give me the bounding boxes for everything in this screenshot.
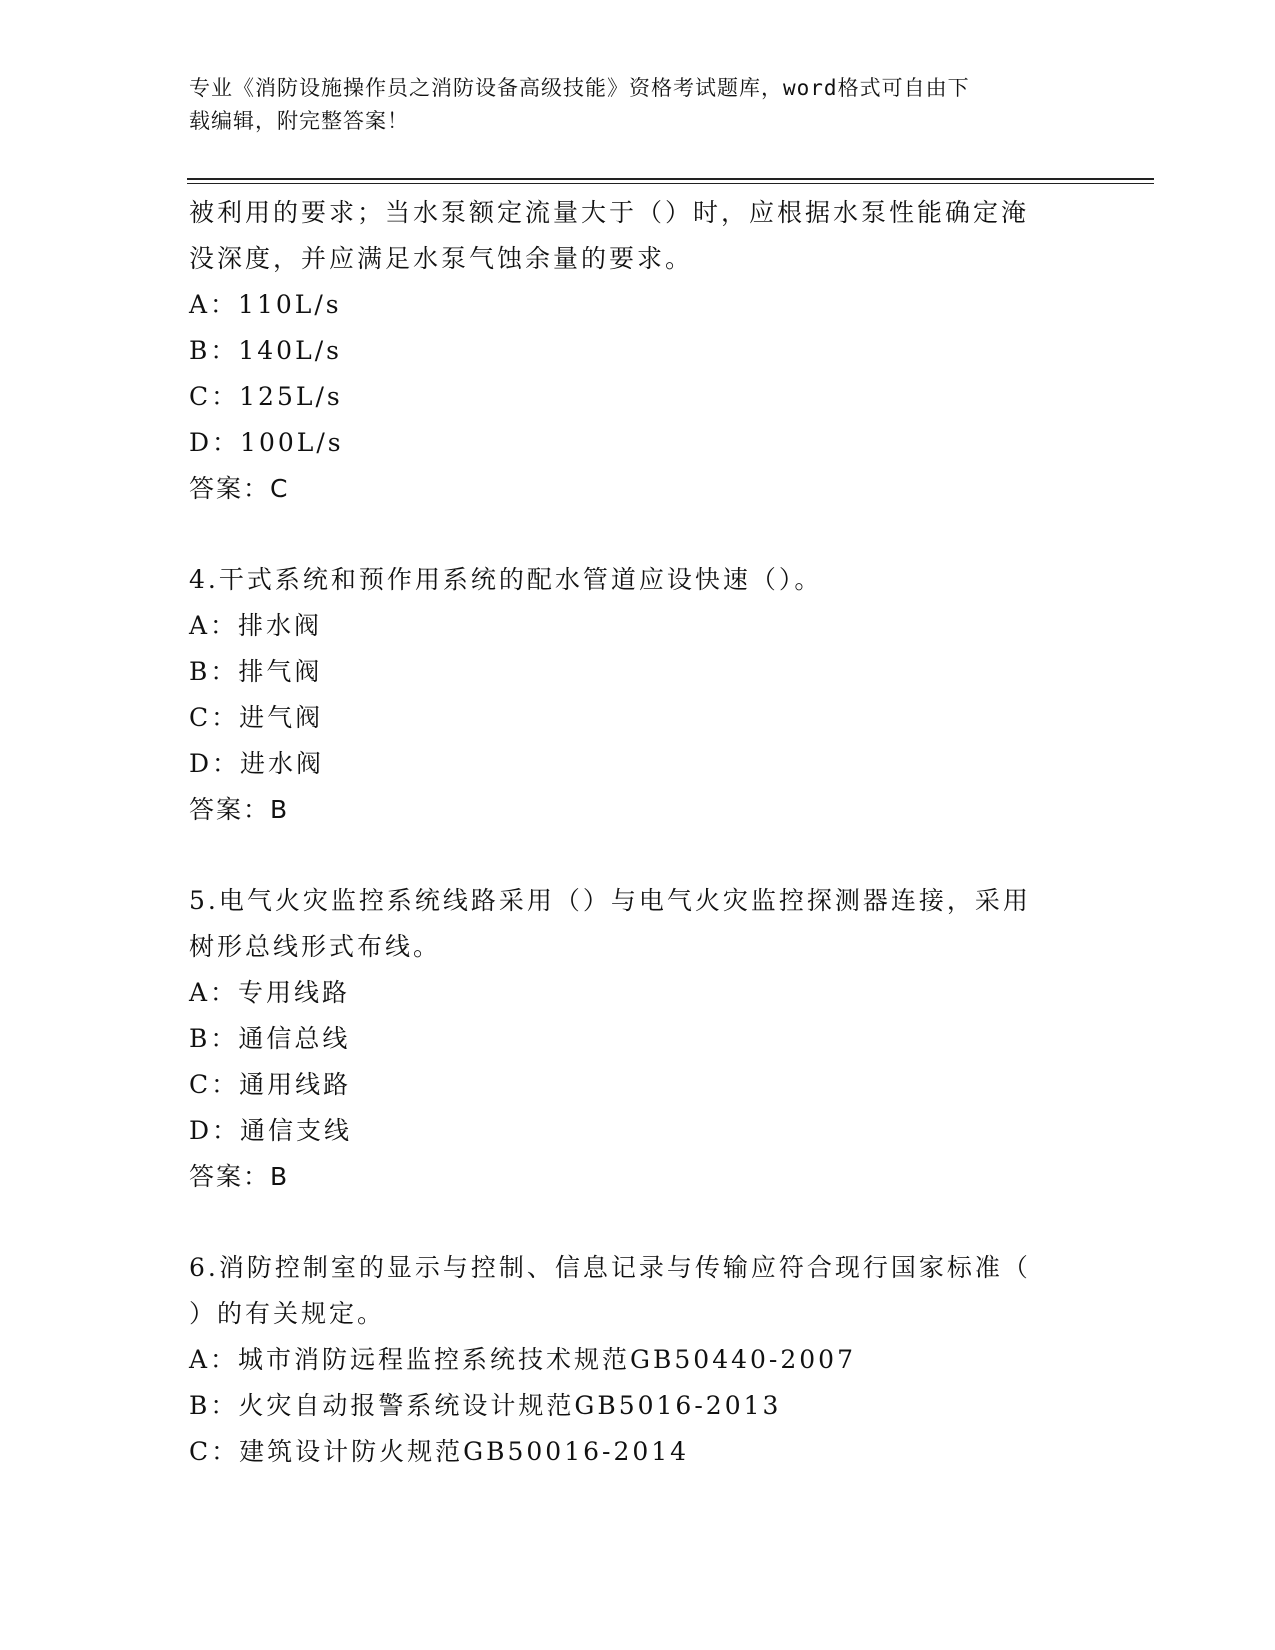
- question-stem: ）的有关规定。: [189, 1299, 386, 1328]
- option-d: D：进水阀: [189, 749, 325, 778]
- option-a: A：城市消防远程监控系统技术规范GB50440-2007: [189, 1345, 856, 1374]
- question-5: [189, 878, 1089, 1200]
- answer: 答案：B: [189, 1162, 290, 1191]
- option-a: A：110L/s: [189, 290, 342, 319]
- question-stem: 没深度，并应满足水泵气蚀余量的要求。: [189, 244, 694, 273]
- spacer: [189, 833, 1089, 878]
- option-c: C：进气阀: [189, 703, 324, 732]
- question-4: [189, 557, 1089, 833]
- question-stem: 4.干式系统和预作用系统的配水管道应设快速（）。: [189, 565, 823, 594]
- option-a: A：专用线路: [189, 978, 351, 1007]
- question-stem: 6.消防控制室的显示与控制、信息记录与传输应符合现行国家标准（: [189, 1253, 1031, 1282]
- question-3: [189, 190, 1089, 512]
- header-line-1: 专业《消防设施操作员之消防设备高级技能》资格考试题库，word格式可自由下: [189, 76, 970, 100]
- question-stem: 被利用的要求；当水泵额定流量大于（）时，应根据水泵性能确定淹: [189, 198, 1030, 227]
- option-b: B：通信总线: [189, 1024, 351, 1053]
- option-b: B：火灾自动报警系统设计规范GB5016-2013: [189, 1391, 782, 1420]
- question-6: [189, 1245, 1089, 1475]
- option-b: B：排气阀: [189, 657, 323, 686]
- question-list: [189, 190, 1089, 1475]
- answer: 答案：B: [189, 795, 290, 824]
- question-stem: 树形总线形式布线。: [189, 932, 442, 961]
- spacer: [189, 1200, 1089, 1245]
- header-divider-thin: [187, 183, 1154, 184]
- answer: 答案：C: [189, 474, 290, 503]
- option-c: C：通用线路: [189, 1070, 352, 1099]
- question-stem: 5.电气火灾监控系统线路采用（）与电气火灾监控探测器连接，采用: [189, 886, 1031, 915]
- option-c: C：建筑设计防火规范GB50016-2014: [189, 1437, 690, 1466]
- option-b: B：140L/s: [189, 336, 342, 365]
- option-d: D：100L/s: [189, 428, 344, 457]
- option-a: A：排水阀: [189, 611, 323, 640]
- option-d: D：通信支线: [189, 1116, 353, 1145]
- spacer: [189, 512, 1089, 557]
- option-c: C：125L/s: [189, 382, 343, 411]
- header-divider-thick: [187, 178, 1154, 180]
- document-header: [189, 72, 1069, 138]
- header-line-2: 载编辑，附完整答案！: [189, 109, 409, 133]
